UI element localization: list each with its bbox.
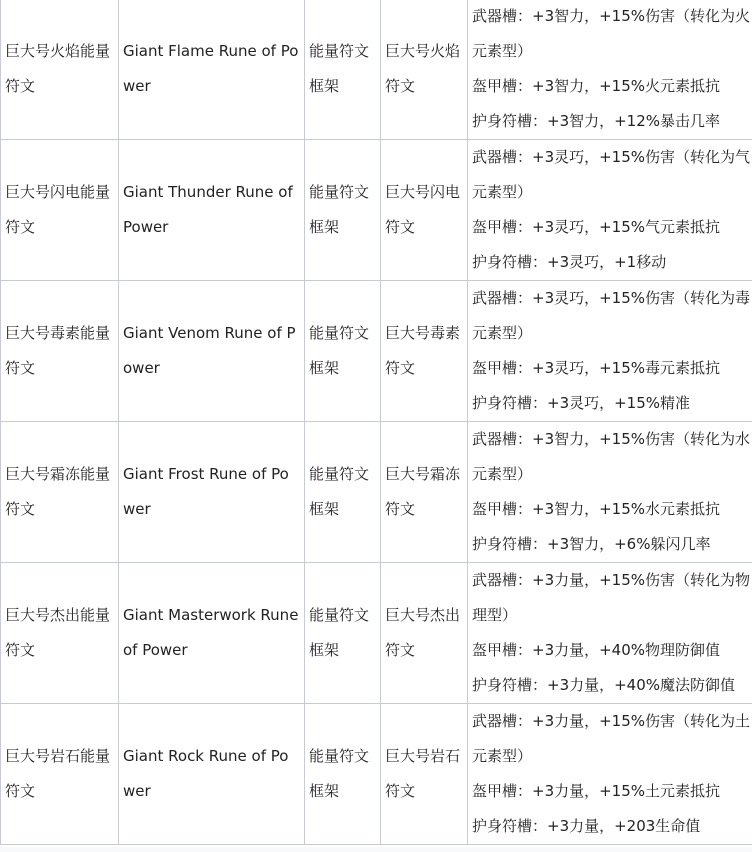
cn-name-cell: 巨大号杰出能量符文 [1,563,119,704]
armor-slot-effect: 盔甲槽：+3力量，+40%物理防御值 [472,641,721,659]
table-row [1,422,752,563]
armor-slot-effect: 盔甲槽：+3灵巧，+15%毒元素抵抗 [472,359,721,377]
weapon-slot-effect: 武器槽：+3力量，+15%伤害（转化为物理型） [472,571,751,624]
weapon-slot-effect: 武器槽：+3灵巧，+15%伤害（转化为气元素型） [472,148,751,201]
cn-name-cell: 巨大号岩石能量符文 [1,704,119,845]
type-cell: 能量符文框架 [305,140,381,281]
cn-name-cell: 巨大号毒素能量符文 [1,281,119,422]
base-cell: 巨大号霜冻符文 [381,422,468,563]
en-name-cell: Giant Rock Rune of Power [119,704,305,845]
en-name-cell: Giant Masterwork Rune of Power [119,563,305,704]
effect-cell [468,140,752,281]
armor-slot-effect: 盔甲槽：+3灵巧，+15%气元素抵抗 [472,218,721,236]
weapon-slot-effect: 武器槽：+3力量，+15%伤害（转化为土元素型） [472,712,751,765]
table-row [1,0,752,140]
amulet-slot-effect: 护身符槽：+3灵巧，+15%精准 [472,394,691,412]
type-cell: 能量符文框架 [305,704,381,845]
en-name-cell: Giant Thunder Rune of Power [119,140,305,281]
base-cell: 巨大号毒素符文 [381,281,468,422]
weapon-slot-effect: 武器槽：+3智力，+15%伤害（转化为水元素型） [472,430,751,483]
en-name-cell: Giant Frost Rune of Power [119,422,305,563]
effect-cell [468,0,752,140]
en-name-cell: Giant Flame Rune of Power [119,0,305,140]
type-cell: 能量符文框架 [305,0,381,140]
en-name-cell: Giant Venom Rune of Power [119,281,305,422]
cn-name-cell: 巨大号霜冻能量符文 [1,422,119,563]
page-bottom-margin [0,847,752,852]
table-row [1,281,752,422]
amulet-slot-effect: 护身符槽：+3智力，+12%暴击几率 [472,112,721,130]
base-cell: 巨大号杰出符文 [381,563,468,704]
table-row [1,704,752,845]
effect-cell [468,422,752,563]
weapon-slot-effect: 武器槽：+3灵巧，+15%伤害（转化为毒元素型） [472,289,751,342]
base-cell: 巨大号岩石符文 [381,704,468,845]
amulet-slot-effect: 护身符槽：+3力量，+40%魔法防御值 [472,676,736,694]
weapon-slot-effect: 武器槽：+3智力，+15%伤害（转化为火元素型） [472,7,751,60]
table-row [1,140,752,281]
effect-cell [468,563,752,704]
type-cell: 能量符文框架 [305,281,381,422]
cn-name-cell: 巨大号闪电能量符文 [1,140,119,281]
cn-name-cell: 巨大号火焰能量符文 [1,0,119,140]
base-cell: 巨大号闪电符文 [381,140,468,281]
rune-table-body [1,0,752,845]
base-cell: 巨大号火焰符文 [381,0,468,140]
armor-slot-effect: 盔甲槽：+3智力，+15%火元素抵抗 [472,77,721,95]
amulet-slot-effect: 护身符槽：+3智力，+6%躲闪几率 [472,535,711,553]
effect-cell [468,704,752,845]
amulet-slot-effect: 护身符槽：+3灵巧，+1移动 [472,253,667,271]
armor-slot-effect: 盔甲槽：+3智力，+15%水元素抵抗 [472,500,721,518]
type-cell: 能量符文框架 [305,422,381,563]
amulet-slot-effect: 护身符槽：+3力量，+203生命值 [472,817,701,835]
type-cell: 能量符文框架 [305,563,381,704]
armor-slot-effect: 盔甲槽：+3力量，+15%土元素抵抗 [472,782,721,800]
effect-cell [468,281,752,422]
table-row [1,563,752,704]
